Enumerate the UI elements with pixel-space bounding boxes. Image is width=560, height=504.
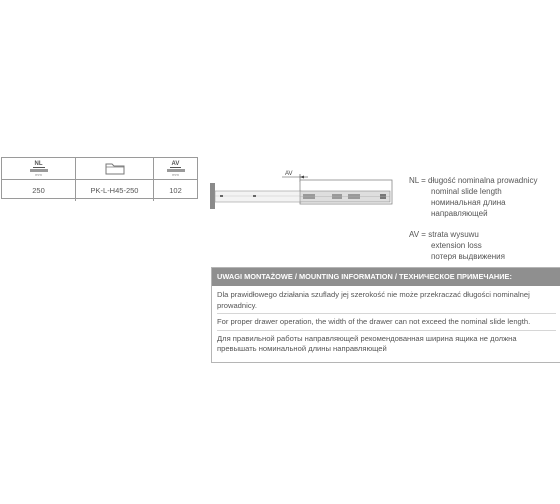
av-dimension-label: AV (285, 171, 293, 177)
slide-diagram (208, 168, 402, 214)
note-polish: Dla prawidłowego działania szuflady jej szerokość nie może przekraczać długości nominalnej prowadnicy. (217, 289, 556, 314)
av-column-header (154, 158, 197, 179)
mounting-notes-header: UWAGI MONTAŻOWE / MOUNTING INFORMATION / ТЕХНИЧЕСКОЕ ПРИМЕЧАНИЕ: (212, 268, 560, 286)
spec-table (1, 157, 198, 199)
spec-table-header (2, 158, 197, 180)
code-column-header (76, 158, 154, 179)
note-english: For proper drawer operation, the width of the drawer can not exceed the nominal slide length. (217, 314, 556, 331)
spec-table-row (2, 180, 197, 201)
legend-nl-line1: NL = długość nominalna prowadnicy (409, 176, 538, 185)
extension-loss-icon: AV mm (167, 161, 185, 177)
av-value: 102 (169, 186, 182, 195)
legend-av-line2: extension loss (431, 241, 482, 250)
legend-nl-line2: nominal slide length (431, 187, 502, 196)
legend (409, 175, 537, 262)
legend-av-line3: потеря выдвижения (431, 252, 505, 261)
legend-av-line1: AV = strata wysuwu (409, 230, 479, 239)
nl-column-header (2, 158, 76, 179)
product-code: PK-L-H45-250 (76, 180, 154, 201)
mounting-notes (211, 267, 560, 363)
legend-nl-line4: направляющей (431, 209, 488, 218)
folder-icon (105, 162, 125, 175)
legend-nl-line3: номинальная длина (431, 198, 506, 207)
note-russian: Для правильной работы направляющей рекомендованная ширина ящика не должна превышать номинальной длины направляющей (217, 333, 517, 354)
nominal-length-icon: NL mm (30, 161, 48, 177)
nl-value: 250 (2, 180, 76, 201)
